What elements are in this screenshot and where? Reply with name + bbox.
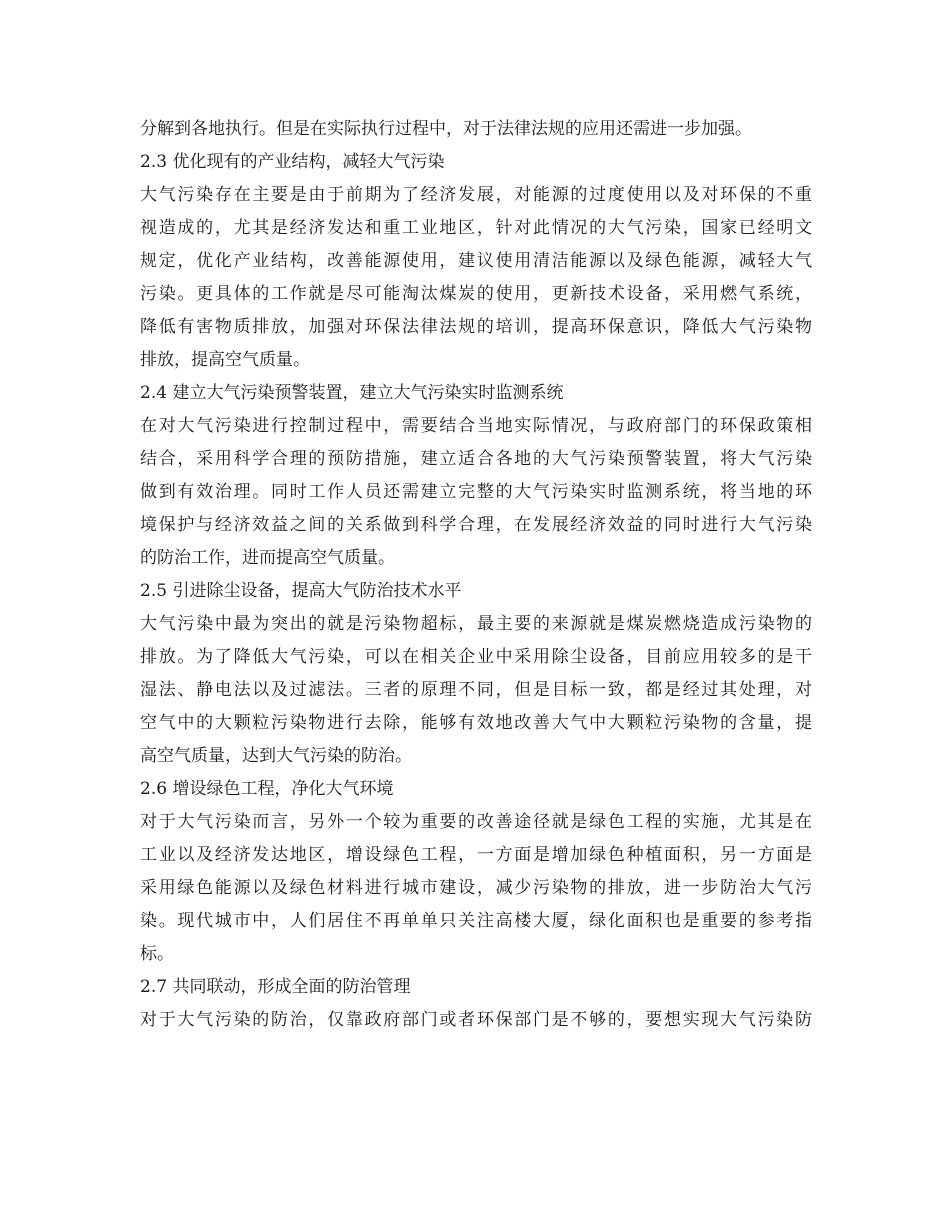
paragraph-text: 降低有害物质排放，加强对环保法律法规的培训，提高环保意识，降低大气污染物: [140, 317, 812, 337]
paragraph-line: [140, 839, 812, 872]
paragraph-text: 大气污染中最为突出的就是污染物超标，最主要的来源就是煤炭燃烧造成污染物的: [140, 614, 812, 634]
paragraph-line: [140, 311, 812, 344]
paragraph-text: 对于大气污染的防治，仅靠政府部门或者环保部门是不够的，要想实现大气污染防: [140, 1010, 812, 1030]
paragraph-text: 空气中的大颗粒污染物进行去除，能够有效地改善大气中大颗粒污染物的含量，提: [140, 713, 812, 733]
paragraph-line: [140, 872, 812, 905]
paragraph-text: 工业以及经济发达地区，增设绿色工程，一方面是增加绿色种植面积，另一方面是: [140, 845, 812, 865]
paragraph-text: 分解到各地执行。但是在实际执行过程中，对于法律法规的应用还需进一步加强。: [140, 119, 752, 139]
paragraph-text: 污染。更具体的工作就是尽可能淘汰煤炭的使用，更新技术设备，采用燃气系统，: [140, 284, 812, 304]
paragraph-text: 做到有效治理。同时工作人员还需建立完整的大气污染实时监测系统，将当地的环: [140, 482, 812, 502]
paragraph-line: [140, 674, 812, 707]
paragraph-text: 排放。为了降低大气污染，可以在相关企业中采用除尘设备，目前应用较多的是干: [140, 647, 812, 667]
paragraph-text: 视造成的，尤其是经济发达和重工业地区，针对此情况的大气污染，国家已经明文: [140, 218, 812, 238]
paragraph-line: [140, 443, 812, 476]
paragraph-text: 大气污染存在主要是由于前期为了经济发展，对能源的过度使用以及对环保的不重: [140, 185, 812, 205]
paragraph-line: [140, 179, 812, 212]
paragraph-text: 的防治工作，进而提高空气质量。: [140, 548, 395, 568]
paragraph-line: [140, 245, 812, 278]
paragraph-text: 湿法、静电法以及过滤法。三者的原理不同，但是目标一致，都是经过其处理，对: [140, 680, 812, 700]
paragraph-text: 规定，优化产业结构，改善能源使用，建议使用清洁能源以及绿色能源，减轻大气: [140, 251, 812, 271]
paragraph-line: [140, 410, 812, 443]
paragraph-line: [140, 707, 812, 740]
paragraph-line: [140, 608, 812, 641]
section-heading: 2.7 共同联动，形成全面的防治管理: [140, 977, 411, 997]
paragraph-line: [140, 212, 812, 245]
section-heading: 2.4 建立大气污染预警装置，建立大气污染实时监测系统: [140, 383, 564, 403]
paragraph-line: [140, 278, 812, 311]
paragraph-line: [140, 509, 812, 542]
document-page: [140, 113, 812, 1037]
paragraph-line: [140, 1004, 812, 1037]
paragraph-text: 结合，采用科学合理的预防措施，建立适合各地的大气污染预警装置，将大气污染: [140, 449, 812, 469]
paragraph-text: 对于大气污染而言，另外一个较为重要的改善途径就是绿色工程的实施，尤其是在: [140, 812, 812, 832]
paragraph-line: [140, 641, 812, 674]
paragraph-text: 标。: [140, 944, 174, 964]
paragraph-text: 高空气质量，达到大气污染的防治。: [140, 746, 412, 766]
paragraph-line: [140, 542, 812, 575]
paragraph-text: 染。现代城市中，人们居住不再单单只关注高楼大厦，绿化面积也是重要的参考指: [140, 911, 812, 931]
paragraph-line: [140, 113, 812, 146]
section-heading: 2.6 增设绿色工程，净化大气环境: [140, 779, 394, 799]
section-heading: 2.5 引进除尘设备，提高大气防治技术水平: [140, 581, 462, 601]
paragraph-text: 采用绿色能源以及绿色材料进行城市建设，减少污染物的排放，进一步防治大气污: [140, 878, 812, 898]
paragraph-text: 在对大气污染进行控制过程中，需要结合当地实际情况，与政府部门的环保政策相: [140, 416, 812, 436]
section-heading: 2.3 优化现有的产业结构，减轻大气污染: [140, 152, 445, 172]
paragraph-line: [140, 905, 812, 938]
paragraph-line: [140, 806, 812, 839]
paragraph-text: 排放，提高空气质量。: [140, 350, 310, 370]
paragraph-line: [140, 740, 812, 773]
paragraph-line: [140, 938, 812, 971]
paragraph-text: 境保护与经济效益之间的关系做到科学合理，在发展经济效益的同时进行大气污染: [140, 515, 812, 535]
paragraph-line: [140, 344, 812, 377]
paragraph-line: [140, 476, 812, 509]
